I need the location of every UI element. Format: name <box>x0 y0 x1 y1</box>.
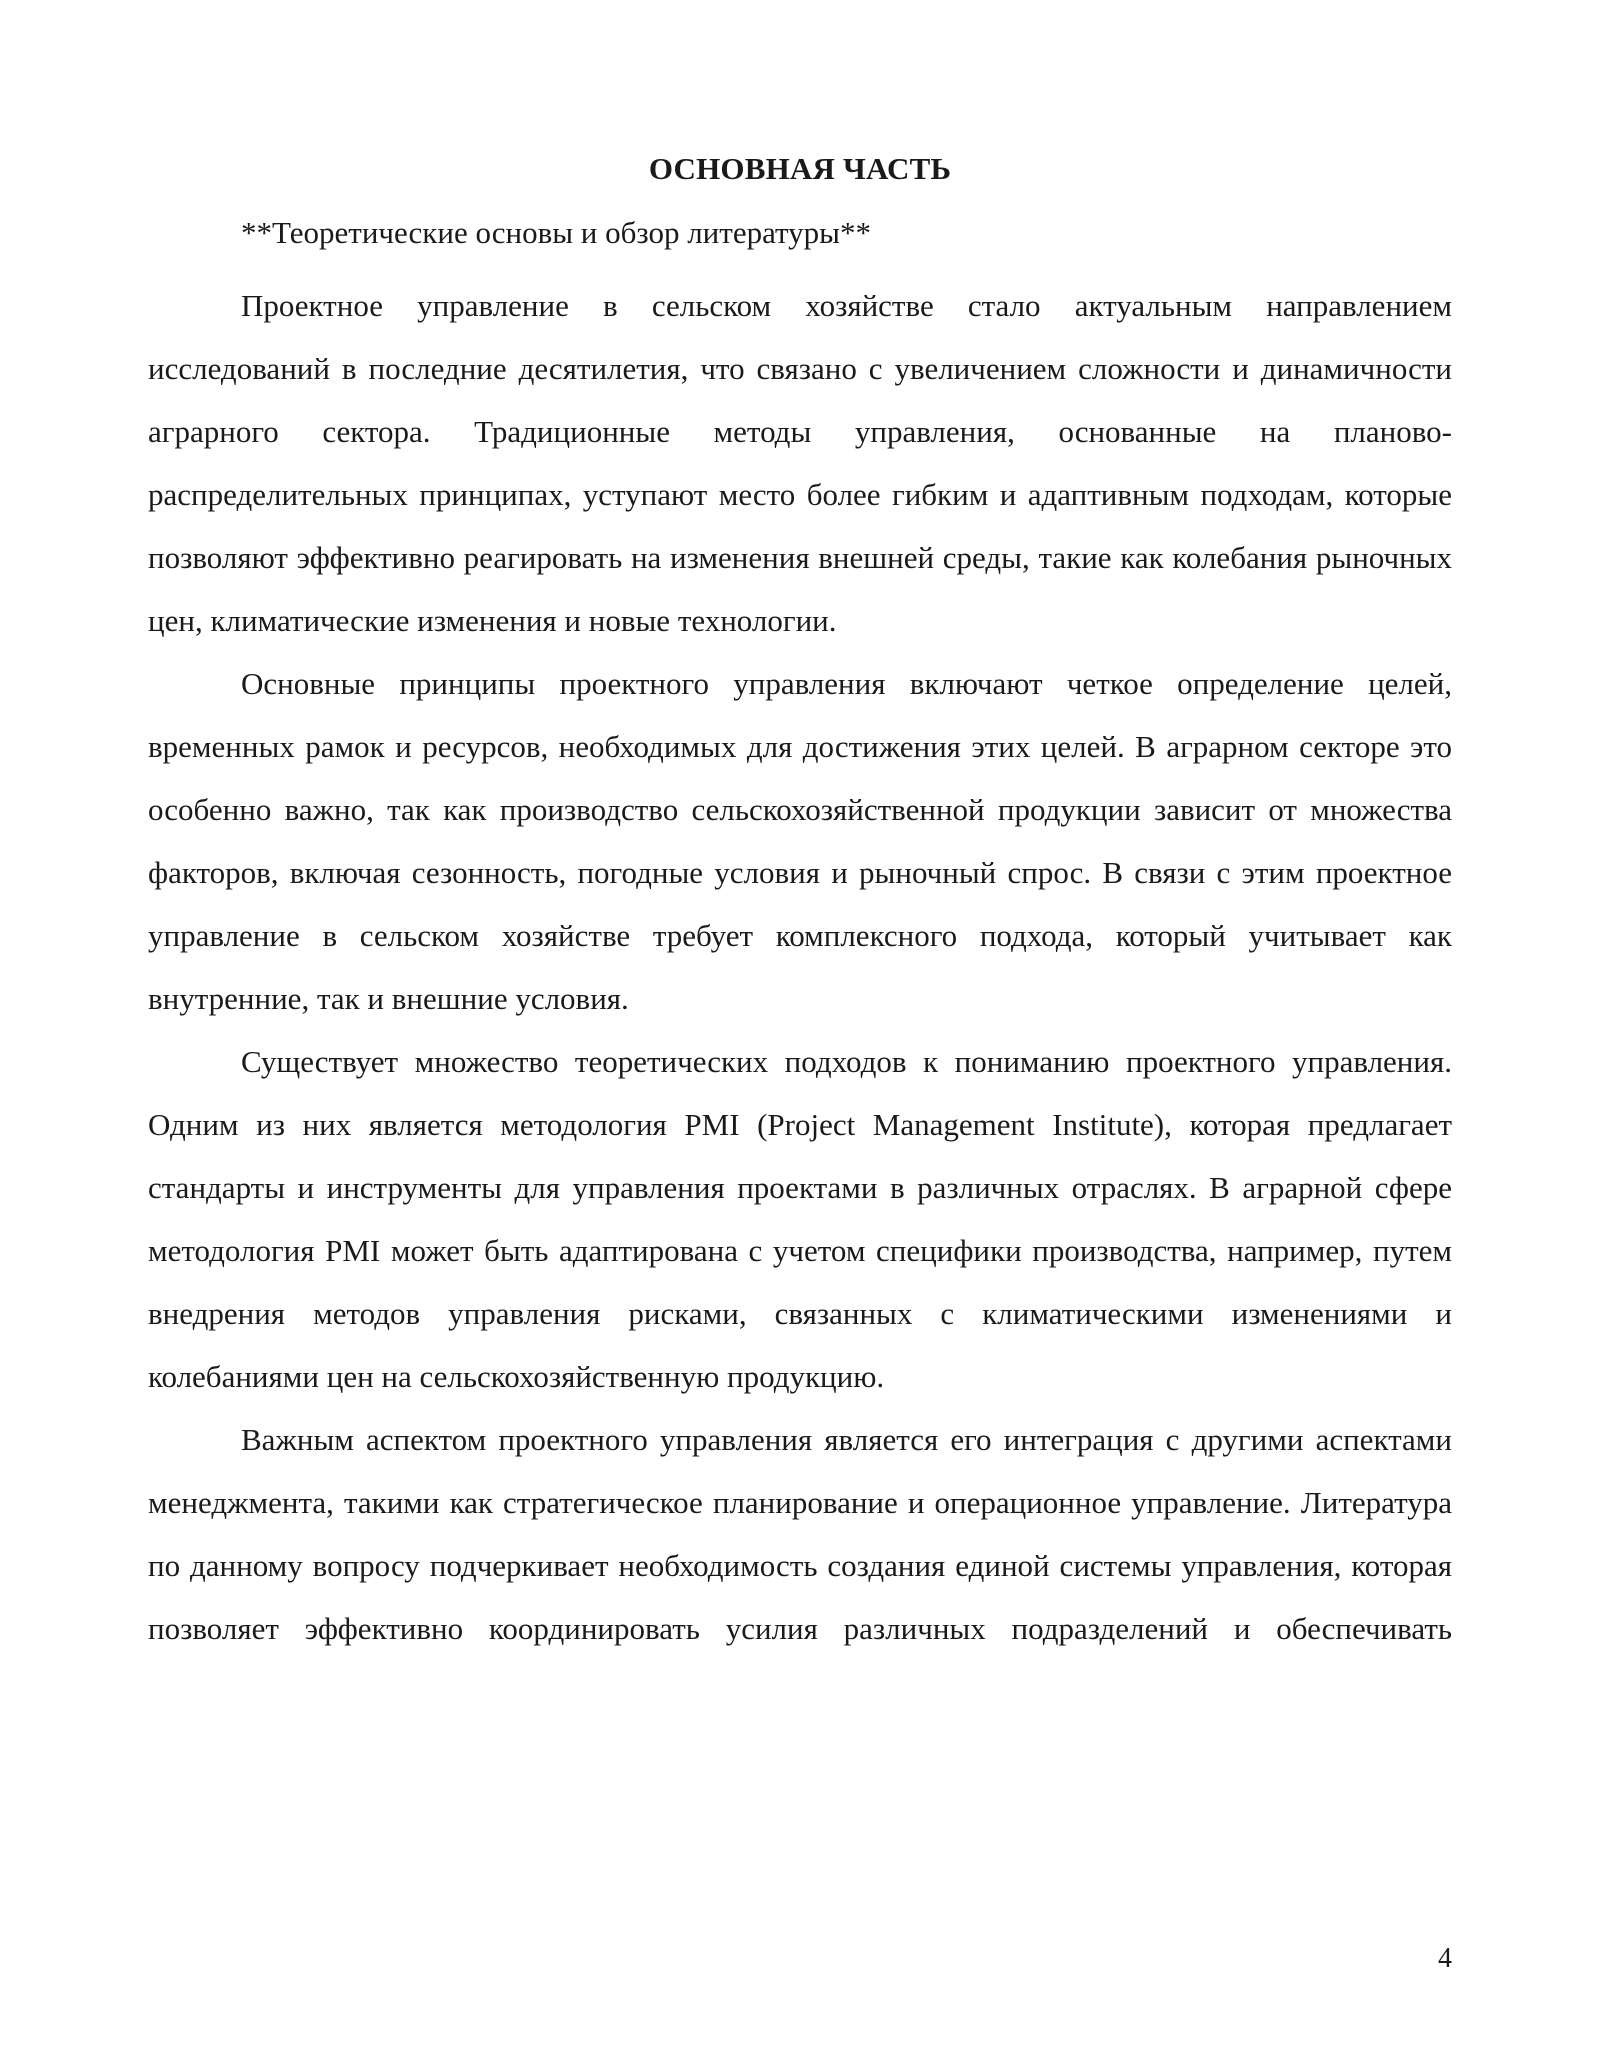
section-subheading: **Теоретические основы и обзор литературы** <box>241 215 872 250</box>
page-content <box>148 148 1452 1660</box>
page-number: 4 <box>1438 1943 1452 1974</box>
paragraph-2: Основные принципы проектного управления включают четкое определение целей, временных рамок и ресурсов, необходимых для достижения этих целей. В аграрном секторе это особенно важно, так как производство сельскохозяйственной продукции зависит от множества факторов, включая сезонность, погодные условия и рыночный спрос. В связи с этим проектное управление в сельском хозяйстве требует комплексного подхода, который учитывает как внутренние, так и внешние условия. <box>148 666 1452 1016</box>
paragraph-1: Проектное управление в сельском хозяйстве стало актуальным направлением исследований в последние десятилетия, что связано с увеличением сложности и динамичности аграрного сектора. Традиционные методы управления, основанные на планово-распределительных принципах, уступают место более гибким и адаптивным подходам, которые позволяют эффективно реагировать на изменения внешней среды, такие как колебания рыночных цен, климатические изменения и новые технологии. <box>148 288 1452 638</box>
section-title: ОСНОВНАЯ ЧАСТЬ <box>648 151 952 186</box>
paragraph-3: Существует множество теоретических подходов к пониманию проектного управления. Одним из них является методология PMI (Project Management Institute), которая предлагает стандарты и инструменты для управления проектами в различных отраслях. В аграрной сфере методология PMI может быть адаптирована с учетом специфики производства, например, путем внедрения методов управления рисками, связанных с климатическими изменениями и колебаниями цен на сельскохозяйственную продукцию. <box>148 1044 1452 1394</box>
paragraph-4: Важным аспектом проектного управления является его интеграция с другими аспектами менеджмента, такими как стратегическое планирование и операционное управление. Литература по данному вопросу подчеркивает необходимость создания единой системы управления, которая позволяет эффективно координировать усилия различных подразделений и обеспечивать <box>148 1422 1452 1646</box>
